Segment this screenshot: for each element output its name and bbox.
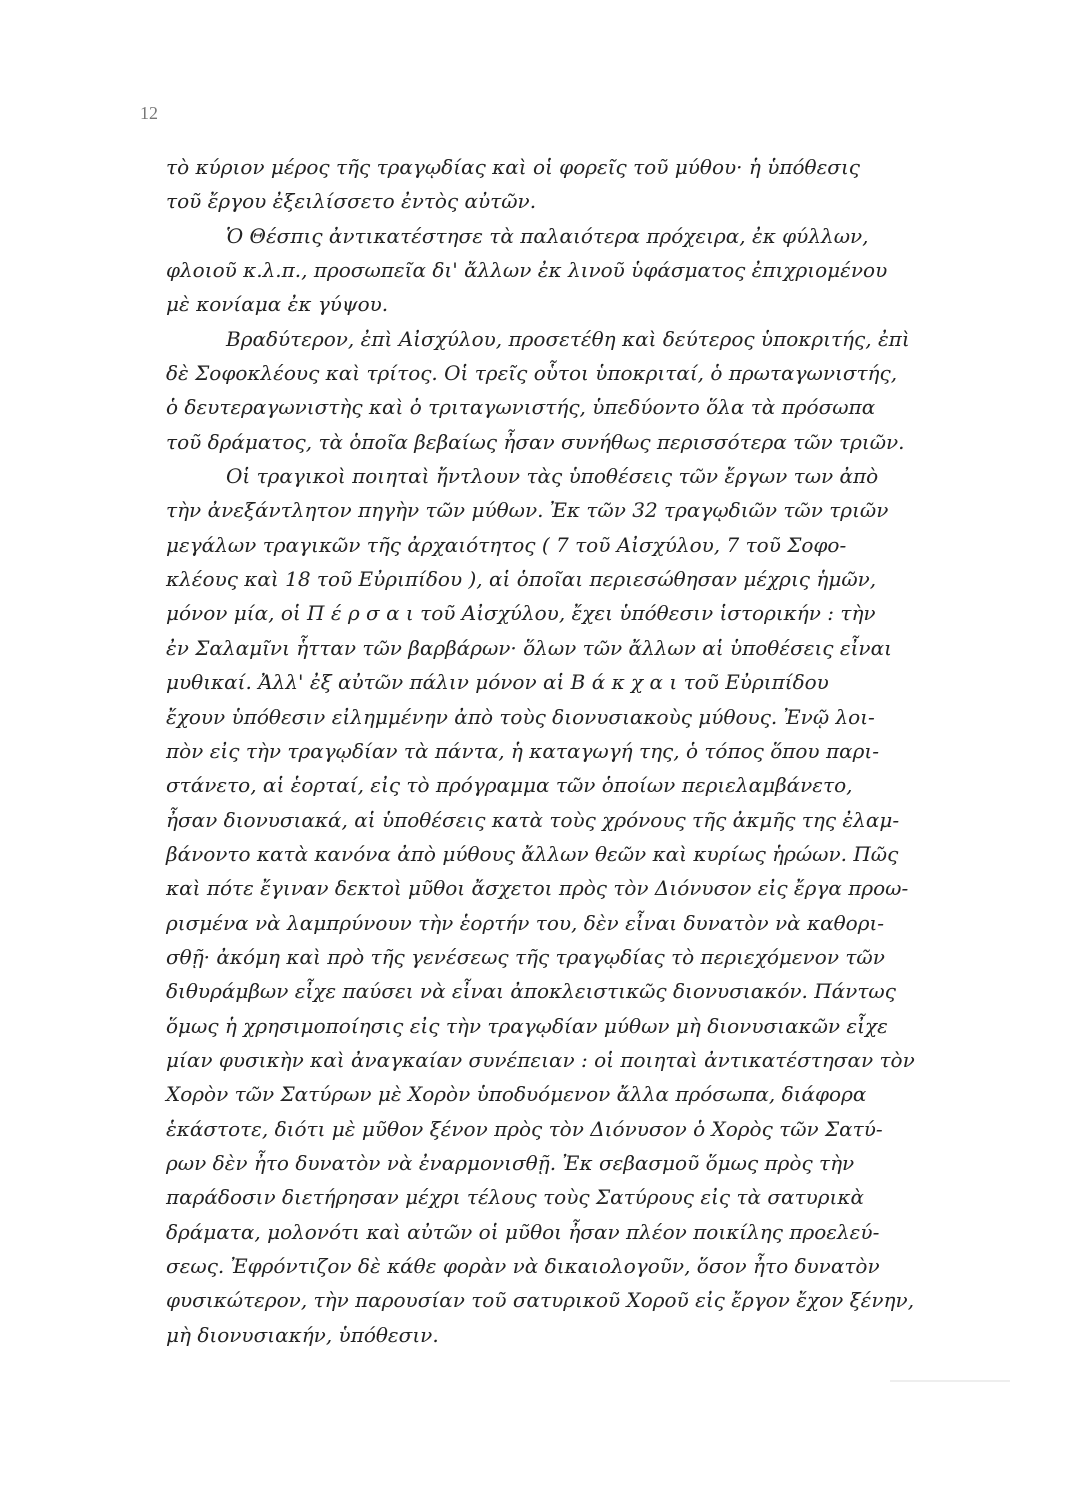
text-line: μυθικαί. Ἀλλ' ἐξ αὐτῶν πάλιν μόνον αἱ Β ά κ χ α ι τοῦ Εὐριπίδου	[166, 670, 829, 695]
text-line: Ὁ Θέσπις ἀντικατέστησε τὰ παλαιότερα πρόχειρα, ἐκ φύλλων,	[226, 223, 869, 248]
text-line: φλοιοῦ κ.λ.π., προσωπεῖα δι' ἄλλων ἐκ λινοῦ ὑφάσματος ἐπιχριομένου	[166, 258, 888, 283]
text-line: πὸν εἰς τὴν τραγῳδίαν τὰ πάντα, ἡ καταγωγή της, ὁ τόπος ὅπου παρι-	[166, 738, 879, 763]
page-number: 12	[140, 103, 158, 123]
body-text	[166, 150, 1006, 1352]
text-line: μίαν φυσικὴν καὶ ἀναγκαίαν συνέπειαν : οἱ ποιηταὶ ἀντικατέστησαν τὸν	[166, 1047, 915, 1072]
text-line: τοῦ ἔργου ἐξειλίσσετο ἐντὸς αὐτῶν.	[166, 189, 537, 214]
text-line: σεως. Ἐφρόντιζον δὲ κάθε φορὰν νὰ δικαιολογοῦν, ὅσον ἦτο δυνατὸν	[166, 1254, 880, 1278]
text-line: καὶ πότε ἔγιναν δεκτοὶ μῦθοι ἄσχετοι πρὸς τὸν Διόνυσον εἰς ἔργα προω-	[166, 876, 909, 901]
text-line: σθῇ· ἀκόμη καὶ πρὸ τῆς γενέσεως τῆς τραγῳδίας τὸ περιεχόμενον τῶν	[166, 944, 885, 969]
text-line: παράδοσιν διετήρησαν μέχρι τέλους τοὺς Σατύρους εἰς τὰ σατυρικὰ	[166, 1185, 864, 1210]
text-line: ὅμως ἡ χρησιμοποίησις εἰς τὴν τραγῳδίαν μύθων μὴ διονυσιακῶν εἶχε	[166, 1013, 888, 1038]
text-line: κλέους καὶ 18 τοῦ Εὐριπίδου ), αἱ ὁποῖαι περιεσώθησαν μέχρις ἡμῶν,	[166, 567, 877, 592]
text-line: Οἱ τραγικοὶ ποιηταὶ ἤντλουν τὰς ὑποθέσεις τῶν ἔργων των ἀπὸ	[226, 464, 879, 489]
text-line: ρων δὲν ἦτο δυνατὸν νὰ ἐναρμονισθῇ. Ἐκ σεβασμοῦ ὅμως πρὸς τὴν	[166, 1150, 855, 1175]
text-line: ἑκάστοτε, διότι μὲ μῦθον ξένον πρὸς τὸν Διόνυσον ὁ Χορὸς τῶν Σατύ-	[166, 1116, 883, 1141]
text-line: ρισμένα νὰ λαμπρύνουν τὴν ἑορτήν του, δὲν εἶναι δυνατὸν νὰ καθορι-	[166, 910, 885, 935]
bleed-through-mark	[890, 1380, 1010, 1382]
text-line: τὴν ἀνεξάντλητον πηγὴν τῶν μύθων. Ἐκ τῶν 32 τραγῳδιῶν τῶν τριῶν	[166, 498, 889, 523]
text-line: μεγάλων τραγικῶν τῆς ἀρχαιότητος ( 7 τοῦ Αἰσχύλου, 7 τοῦ Σοφο-	[166, 532, 847, 557]
text-line: φυσικώτερον, τὴν παρουσίαν τοῦ σατυρικοῦ Χοροῦ εἰς ἔργον ἔχον ξένην,	[166, 1288, 915, 1313]
text-line: Χορὸν τῶν Σατύρων μὲ Χορὸν ὑποδυόμενον ἄλλα πρόσωπα, διάφορα	[166, 1082, 867, 1107]
text-line: Βραδύτερον, ἐπὶ Αἰσχύλου, προσετέθη καὶ δεύτερος ὑποκριτής, ἐπὶ	[226, 326, 910, 351]
text-line: ὁ δευτεραγωνιστὴς καὶ ὁ τριταγωνιστής, ὑπεδύοντο ὅλα τὰ πρόσωπα	[166, 395, 876, 420]
text-line: τοῦ δράματος, τὰ ὁποῖα βεβαίως ἦσαν συνήθως περισσότερα τῶν τριῶν.	[166, 429, 905, 454]
text-line: ἔχουν ὑπόθεσιν εἰλημμένην ἀπὸ τοὺς διονυσιακοὺς μύθους. Ἐνῷ λοι-	[166, 704, 875, 729]
text-line: μὲ κονίαμα ἐκ γύψου.	[166, 292, 389, 317]
text-line: δὲ Σοφοκλέους καὶ τρίτος. Οἱ τρεῖς οὗτοι ὑποκριταί, ὁ πρωταγωνιστής,	[166, 361, 898, 386]
text-line: βάνοντο κατὰ κανόνα ἀπὸ μύθους ἄλλων θεῶν καὶ κυρίως ἡρώων. Πῶς	[166, 841, 899, 866]
text-line: τὸ κύριον μέρος τῆς τραγῳδίας καὶ οἱ φορεῖς τοῦ μύθου· ἡ ὑπόθεσις	[166, 155, 861, 179]
text-line: ἦσαν διονυσιακά, αἱ ὑποθέσεις κατὰ τοὺς χρόνους τῆς ἀκμῆς της ἐλαμ-	[166, 807, 900, 832]
text-line: ἐν Σαλαμῖνι ἧτταν τῶν βαρβάρων· ὅλων τῶν ἄλλων αἱ ὑποθέσεις εἶναι	[166, 635, 892, 660]
text-line: διθυράμβων εἶχε παύσει νὰ εἶναι ἀποκλειστικῶς διονυσιακόν. Πάντως	[166, 979, 896, 1004]
text-line: μόνον μία, οἱ Π έ ρ σ α ι τοῦ Αἰσχύλου, ἔχει ὑπόθεσιν ἱστορικήν : τὴν	[166, 601, 876, 626]
text-line: στάνετο, αἱ ἑορταί, εἰς τὸ πρόγραμμα τῶν ὁποίων περιελαμβάνετο,	[166, 773, 853, 798]
text-line: μὴ διονυσιακήν, ὑπόθεσιν.	[166, 1322, 439, 1347]
text-line: δράματα, μολονότι καὶ αὐτῶν οἱ μῦθοι ἦσαν πλέον ποικίλης προελεύ-	[166, 1219, 880, 1244]
